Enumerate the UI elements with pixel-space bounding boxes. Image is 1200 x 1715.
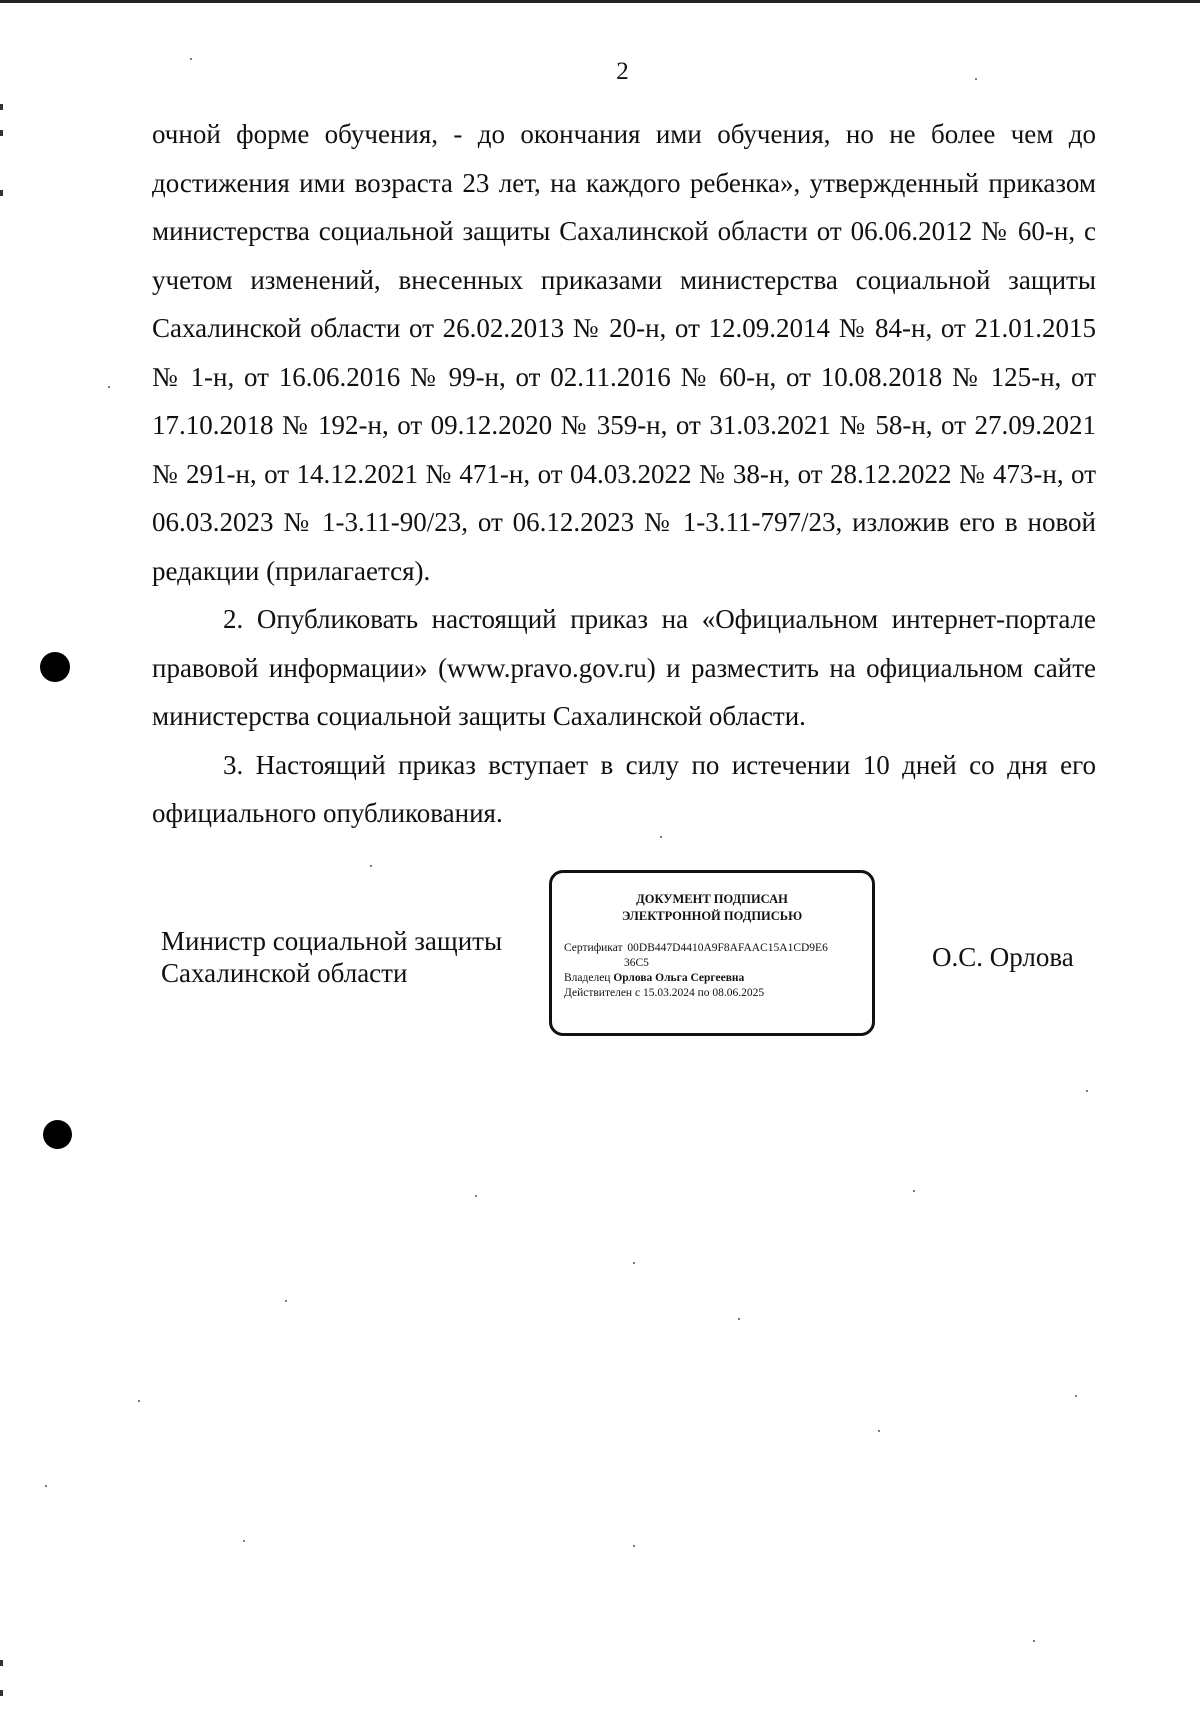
- scan-speck: [285, 1300, 287, 1302]
- paragraph: 2. Опубликовать настоящий приказ на «Официальном интернет-портале правовой информации» (www.pravo.gov.ru) и разместить на официальном сайте министерства социальной защиты Сахалинской области.: [152, 604, 1096, 731]
- document-body: [152, 110, 1096, 838]
- stamp-cert-value-cont: 36C5: [624, 957, 649, 969]
- stamp-owner-label: Владелец: [564, 972, 611, 984]
- scan-speck: [738, 1318, 740, 1320]
- scan-speck: [878, 1430, 880, 1432]
- paragraph: 3. Настоящий приказ вступает в силу по истечении 10 дней со дня его официального опубликования.: [152, 749, 1096, 828]
- stamp-owner: [564, 971, 860, 986]
- scan-artifact: [0, 130, 3, 136]
- stamp-heading: [564, 891, 860, 925]
- scan-top-edge: [0, 0, 1200, 3]
- scan-speck: [1075, 1395, 1077, 1397]
- scan-speck: [1086, 1090, 1088, 1092]
- scan-artifact: [0, 104, 3, 110]
- stamp-validity: Действителен с 15.03.2024 по 08.06.2025: [564, 987, 765, 999]
- signer-title-line: Сахалинской области: [161, 958, 408, 988]
- scan-artifact: [0, 1660, 3, 1666]
- scan-artifact: [0, 190, 3, 196]
- scan-speck: [45, 1485, 47, 1487]
- signer-title: [161, 925, 502, 989]
- hole-punch-mark: [43, 1120, 72, 1149]
- scan-speck: [633, 1262, 635, 1264]
- stamp-certificate: [564, 941, 860, 971]
- scan-speck: [633, 1545, 635, 1547]
- scan-speck: [1033, 1640, 1035, 1642]
- scan-speck: [475, 1195, 477, 1197]
- electronic-signature-stamp: [549, 870, 875, 1036]
- scan-speck: [108, 386, 110, 388]
- paragraph: очной форме обучения, - до окончания ими обучения, но не более чем до достижения ими возраста 23 лет, на каждого ребенка», утвержденный приказом министерства социальной защиты Сахалинской области от 06.06.2012 № 60-н, с учетом изменений, внесенных приказами министерства социальной защиты Сахалинской области от 26.02.2013 № 20-н, от 12.09.2014 № 84-н, от 21.01.2015 № 1-н, от 16.06.2016 № 99-н, от 02.11.2016 № 60-н, от 10.08.2018 № 125-н, от 17.10.2018 № 192-н, от 09.12.2020 № 359-н, от 31.03.2021 № 58-н, от 27.09.2021 № 291-н, от 14.12.2021 № 471-н, от 04.03.2022 № 38-н, от 28.12.2022 № 473-н, от 06.03.2023 № 1-3.11-90/23, от 06.12.2023 № 1-3.11-797/23, изложив его в новой редакции (прилагается).: [152, 119, 1096, 586]
- stamp-cert-value: 00DB447D4410A9F8AFAAC15A1CD9E6: [627, 942, 828, 954]
- signer-name: О.С. Орлова: [932, 942, 1074, 972]
- scan-speck: [243, 1540, 245, 1542]
- signer-title-line: Министр социальной защиты: [161, 926, 503, 956]
- stamp-owner-value: Орлова Ольга Сергеевна: [613, 972, 745, 984]
- stamp-cert-label: Сертификат: [564, 942, 623, 954]
- stamp-heading-line: ДОКУМЕНТ ПОДПИСАН: [636, 892, 788, 906]
- scan-speck: [138, 1400, 140, 1402]
- page-number: 2: [616, 58, 629, 85]
- hole-punch-mark: [40, 652, 70, 682]
- scan-speck: [913, 1190, 915, 1192]
- scan-artifact: [0, 1690, 3, 1696]
- stamp-heading-line: ЭЛЕКТРОННОЙ ПОДПИСЬЮ: [621, 909, 803, 923]
- scan-speck: [370, 865, 372, 867]
